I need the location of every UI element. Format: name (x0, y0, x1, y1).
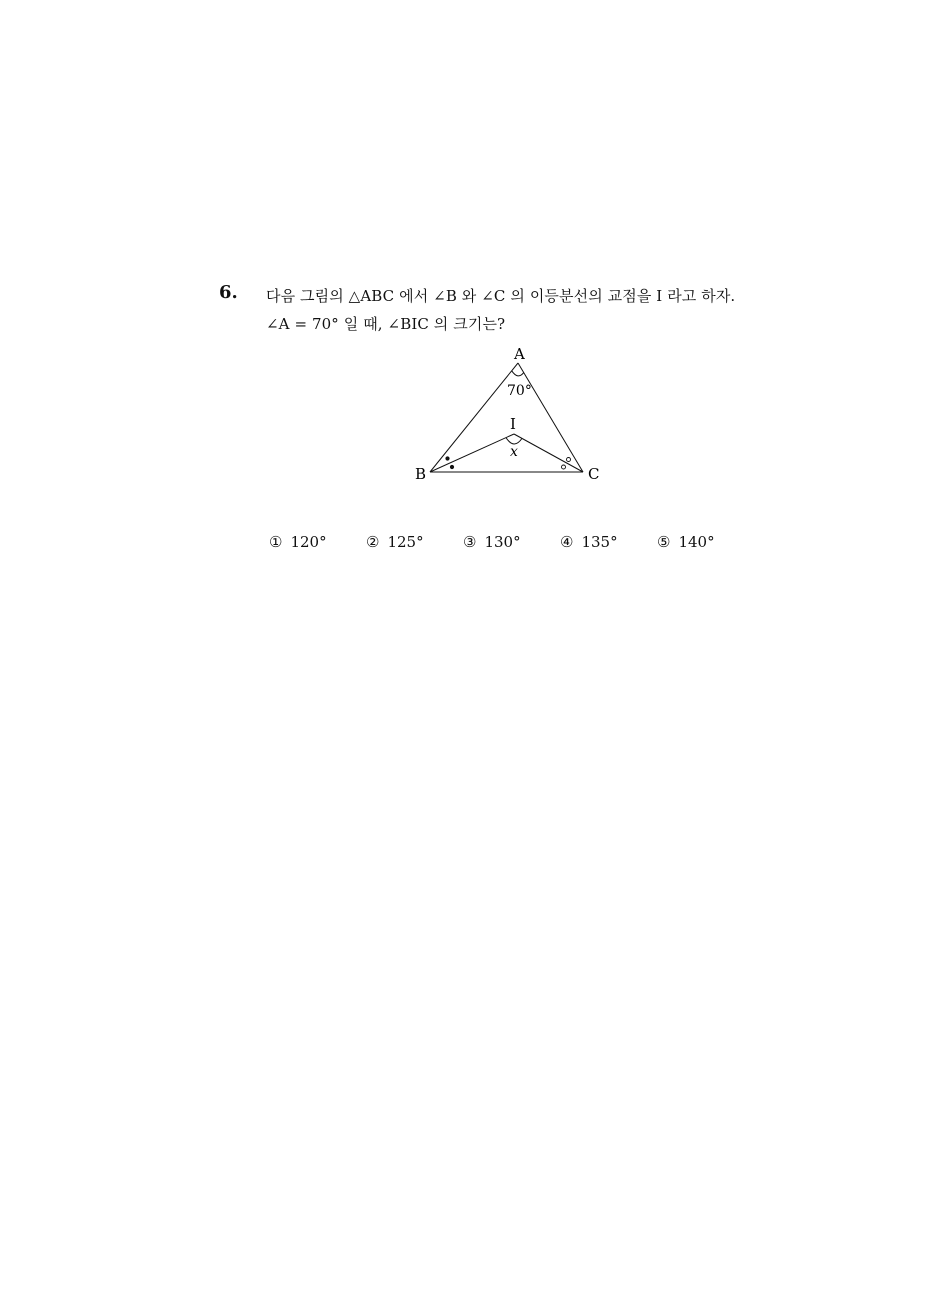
angle-arc-a (512, 371, 524, 376)
choice-value: 125° (387, 533, 424, 551)
choice-number: ④ (560, 533, 574, 551)
problem-statement-line-2: ∠A = 70° 일 때, ∠BIC 의 크기는? (266, 315, 506, 333)
choice-number: ① (269, 533, 283, 551)
choice-number: ③ (463, 533, 477, 551)
point-label-i: I (510, 415, 516, 433)
bisector-ci (514, 434, 583, 472)
angle-mark-b-1 (445, 456, 449, 460)
choice-value: 140° (678, 533, 715, 551)
vertex-label-b: B (415, 465, 427, 483)
problem-number: 6. (219, 282, 238, 303)
choice-2[interactable] (366, 533, 424, 551)
angle-a-value: 70° (507, 383, 532, 399)
choice-4[interactable] (560, 533, 618, 551)
choice-value: 120° (290, 533, 327, 551)
choice-number: ⑤ (657, 533, 671, 551)
choice-value: 130° (484, 533, 521, 551)
angle-mark-c-1 (567, 458, 571, 462)
vertex-label-a: A (514, 345, 525, 363)
side-ab (430, 363, 518, 472)
choice-1[interactable] (269, 533, 327, 551)
angle-mark-c-2 (562, 465, 566, 469)
bisector-bi (430, 434, 514, 472)
angle-mark-b-2 (450, 465, 454, 469)
choice-5[interactable] (657, 533, 715, 551)
choice-3[interactable] (463, 533, 521, 551)
side-ac (518, 363, 583, 472)
triangle-figure (400, 340, 620, 490)
angle-x-label: x (510, 444, 518, 460)
problem-statement-line-1: 다음 그림의 △ABC 에서 ∠B 와 ∠C 의 이등분선의 교점을 I 라고 하자. (266, 287, 736, 305)
choice-number: ② (366, 533, 380, 551)
choice-value: 135° (581, 533, 618, 551)
vertex-label-c: C (588, 465, 600, 483)
